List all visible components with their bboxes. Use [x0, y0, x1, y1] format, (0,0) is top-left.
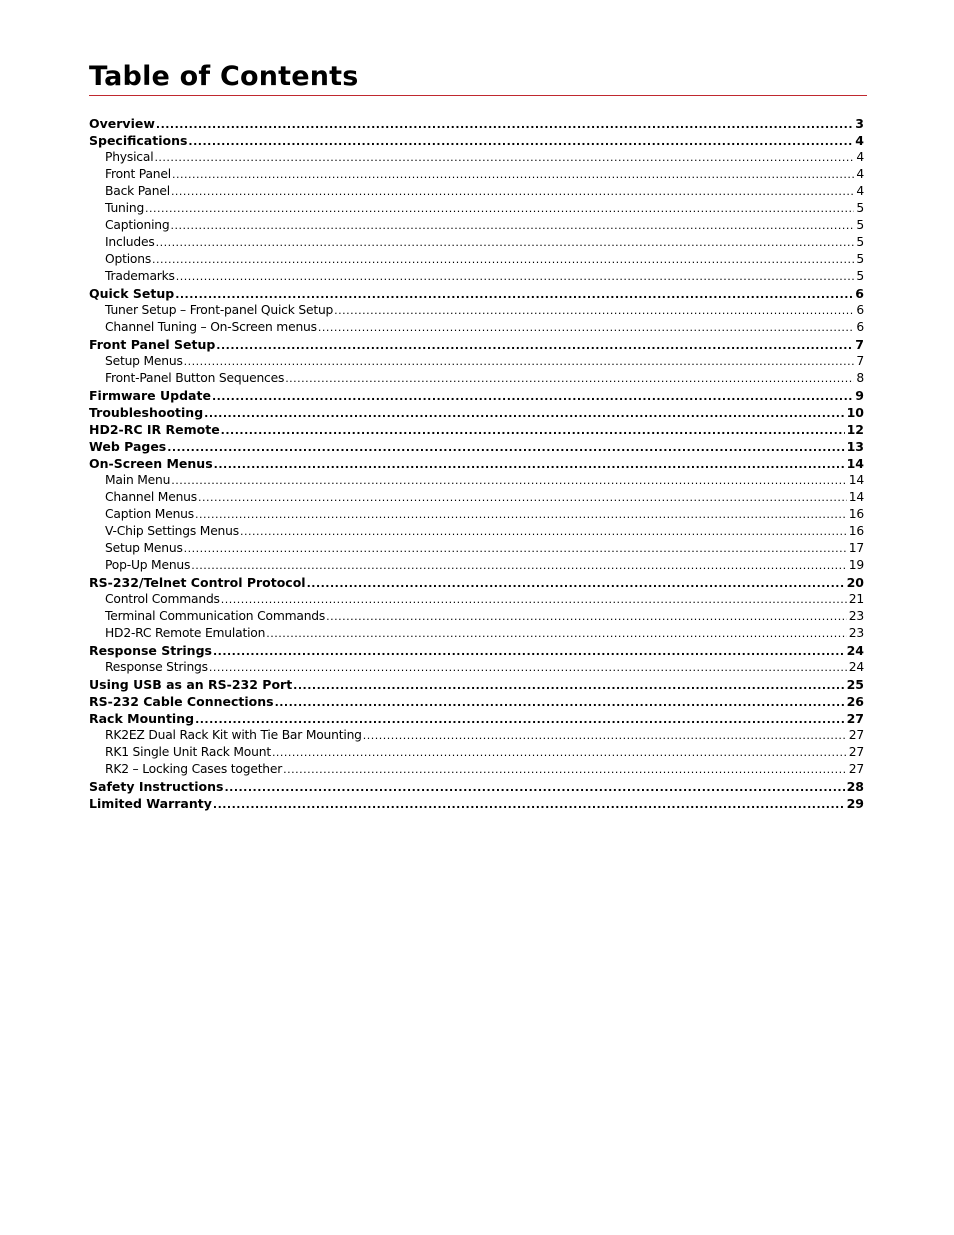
toc-entry-label: Main Menu: [105, 473, 171, 487]
toc-entry-page-number: 16: [848, 507, 864, 521]
toc-entry-page-number: 29: [846, 796, 864, 811]
toc-dot-leader: [213, 796, 845, 813]
toc-dot-leader: [188, 133, 853, 150]
toc-dot-leader: [216, 337, 853, 354]
toc-entry-label: Caption Menus: [105, 507, 194, 521]
toc-entry[interactable]: [89, 336, 864, 353]
toc-entry[interactable]: [89, 183, 864, 200]
toc-entry[interactable]: [89, 285, 864, 302]
toc-entry[interactable]: [89, 472, 864, 489]
toc-entry[interactable]: [89, 251, 864, 268]
toc-entry[interactable]: [89, 387, 864, 404]
toc-entry-label: Captioning: [105, 218, 170, 232]
toc-entry-label: Terminal Communication Commands: [105, 609, 326, 623]
toc-entry-label: Channel Tuning – On-Screen menus: [105, 320, 317, 334]
toc-entry-page-number: 4: [856, 184, 864, 198]
toc-entry[interactable]: [89, 404, 864, 421]
toc-entry-label: Quick Setup: [89, 286, 175, 301]
toc-entry[interactable]: [89, 421, 864, 438]
toc-entry-label: Safety Instructions: [89, 779, 224, 794]
toc-entry-page-number: 24: [848, 660, 864, 674]
toc-entry-label: Pop-Up Menus: [105, 558, 191, 572]
toc-entry[interactable]: [89, 557, 864, 574]
toc-entry-page-number: 24: [846, 643, 864, 658]
toc-entry-page-number: 14: [848, 490, 864, 504]
toc-entry[interactable]: [89, 540, 864, 557]
toc-entry-label: Response Strings: [105, 660, 208, 674]
toc-dot-leader: [240, 523, 847, 540]
toc-entry-label: Channel Menus: [105, 490, 197, 504]
toc-entry[interactable]: [89, 778, 864, 795]
toc-dot-leader: [209, 659, 847, 676]
toc-dot-leader: [272, 744, 847, 761]
toc-dot-leader: [195, 506, 847, 523]
toc-entry[interactable]: [89, 744, 864, 761]
toc-dot-leader: [154, 149, 854, 166]
toc-entry[interactable]: [89, 268, 864, 285]
toc-entry-page-number: 8: [856, 371, 864, 385]
toc-entry-label: Options: [105, 252, 152, 266]
toc-entry-label: Back Panel: [105, 184, 170, 198]
toc-dot-leader: [191, 557, 847, 574]
toc-entry-label: Front Panel: [105, 167, 171, 181]
toc-entry-page-number: 4: [856, 150, 864, 164]
toc-entry-label: Physical: [105, 150, 154, 164]
toc-dot-leader: [195, 711, 845, 728]
toc-entry-page-number: 14: [846, 456, 864, 471]
toc-entry-label: Rack Mounting: [89, 711, 195, 726]
toc-entry-page-number: 9: [855, 388, 864, 403]
toc-entry-page-number: 27: [846, 711, 864, 726]
toc-dot-leader: [172, 166, 854, 183]
toc-entry-page-number: 12: [846, 422, 864, 437]
toc-dot-leader: [334, 302, 854, 319]
toc-entry[interactable]: [89, 642, 864, 659]
toc-entry[interactable]: [89, 149, 864, 166]
toc-entry-label: Specifications: [89, 133, 188, 148]
toc-entry[interactable]: [89, 506, 864, 523]
toc-entry[interactable]: [89, 217, 864, 234]
toc-entry-label: Control Commands: [105, 592, 220, 606]
toc-entry[interactable]: [89, 455, 864, 472]
toc-entry[interactable]: [89, 625, 864, 642]
toc-entry-page-number: 23: [848, 626, 864, 640]
toc-entry-page-number: 6: [856, 303, 864, 317]
toc-entry-page-number: 10: [846, 405, 864, 420]
toc-entry-label: RS-232 Cable Connections: [89, 694, 274, 709]
toc-entry[interactable]: [89, 574, 864, 591]
toc-entry-label: Web Pages: [89, 439, 167, 454]
toc-entry-page-number: 5: [856, 201, 864, 215]
toc-dot-leader: [175, 286, 853, 303]
toc-entry-page-number: 14: [848, 473, 864, 487]
toc-dot-leader: [318, 319, 855, 336]
toc-entry-page-number: 5: [856, 269, 864, 283]
toc-entry-page-number: 21: [848, 592, 864, 606]
toc-entry-page-number: 19: [848, 558, 864, 572]
toc-dot-leader: [171, 183, 854, 200]
toc-dot-leader: [221, 591, 847, 608]
toc-entry-label: Response Strings: [89, 643, 212, 658]
page-title: Table of Contents: [89, 61, 359, 92]
toc-entry-page-number: 5: [856, 252, 864, 266]
toc-entry-label: Setup Menus: [105, 541, 183, 555]
toc-entry-page-number: 16: [848, 524, 864, 538]
toc-dot-leader: [224, 779, 844, 796]
toc-entry-page-number: 6: [855, 286, 864, 301]
toc-entry-label: Firmware Update: [89, 388, 211, 403]
toc-dot-leader: [363, 727, 847, 744]
toc-dot-leader: [307, 575, 845, 592]
toc-entry[interactable]: [89, 353, 864, 370]
toc-entry[interactable]: [89, 234, 864, 251]
toc-dot-leader: [167, 439, 844, 456]
toc-entry[interactable]: [89, 727, 864, 744]
toc-entry[interactable]: [89, 132, 864, 149]
toc-dot-leader: [214, 456, 845, 473]
toc-entry-label: Front Panel Setup: [89, 337, 216, 352]
toc-dot-leader: [283, 761, 847, 778]
toc-entry[interactable]: [89, 115, 864, 132]
toc-entry-label: Includes: [105, 235, 155, 249]
toc-dot-leader: [184, 540, 847, 557]
toc-entry-page-number: 26: [846, 694, 864, 709]
toc-dot-leader: [171, 217, 855, 234]
toc-dot-leader: [293, 677, 844, 694]
toc-entry-label: On-Screen Menus: [89, 456, 213, 471]
toc-dot-leader: [184, 353, 855, 370]
toc-entry-page-number: 5: [856, 218, 864, 232]
toc-entry-label: Tuner Setup – Front-panel Quick Setup: [105, 303, 334, 317]
toc-entry-label: HD2-RC Remote Emulation: [105, 626, 266, 640]
toc-dot-leader: [213, 643, 845, 660]
toc-dot-leader: [326, 608, 847, 625]
toc-entry[interactable]: [89, 370, 864, 387]
toc-entry-page-number: 20: [846, 575, 864, 590]
toc-entry-label: V-Chip Settings Menus: [105, 524, 239, 538]
toc-dot-leader: [212, 388, 853, 405]
toc-entry-page-number: 25: [846, 677, 864, 692]
toc-entry[interactable]: [89, 166, 864, 183]
toc-entry[interactable]: [89, 710, 864, 727]
toc-entry-page-number: 13: [846, 439, 864, 454]
toc-entry-page-number: 7: [856, 354, 864, 368]
toc-dot-leader: [156, 234, 855, 251]
toc-entry-label: Trademarks: [105, 269, 175, 283]
table-of-contents: [89, 115, 864, 812]
toc-entry[interactable]: [89, 659, 864, 676]
toc-entry-page-number: 27: [848, 762, 864, 776]
toc-entry[interactable]: [89, 523, 864, 540]
toc-entry-page-number: 17: [848, 541, 864, 555]
toc-entry-label: Troubleshooting: [89, 405, 204, 420]
toc-entry[interactable]: [89, 489, 864, 506]
toc-entry-page-number: 28: [846, 779, 864, 794]
toc-entry-page-number: 4: [856, 167, 864, 181]
toc-entry-label: RS-232/Telnet Control Protocol: [89, 575, 306, 590]
toc-entry[interactable]: [89, 608, 864, 625]
toc-entry-label: Overview: [89, 116, 155, 131]
toc-entry[interactable]: [89, 676, 864, 693]
toc-entry[interactable]: [89, 761, 864, 778]
toc-entry-label: RK2 – Locking Cases together: [105, 762, 283, 776]
toc-entry-page-number: 23: [848, 609, 864, 623]
toc-dot-leader: [176, 268, 855, 285]
toc-entry-label: Setup Menus: [105, 354, 183, 368]
toc-dot-leader: [275, 694, 845, 711]
toc-entry-label: RK2EZ Dual Rack Kit with Tie Bar Mounting: [105, 728, 362, 742]
toc-entry-label: RK1 Single Unit Rack Mount: [105, 745, 271, 759]
toc-entry[interactable]: [89, 591, 864, 608]
toc-entry[interactable]: [89, 319, 864, 336]
title-rule: [89, 95, 867, 96]
toc-entry-page-number: 27: [848, 745, 864, 759]
toc-entry[interactable]: [89, 302, 864, 319]
toc-dot-leader: [266, 625, 847, 642]
toc-entry[interactable]: [89, 795, 864, 812]
toc-entry-page-number: 4: [855, 133, 864, 148]
toc-dot-leader: [152, 251, 854, 268]
toc-dot-leader: [171, 472, 847, 489]
toc-entry-label: Front-Panel Button Sequences: [105, 371, 285, 385]
toc-entry-label: Limited Warranty: [89, 796, 212, 811]
toc-entry[interactable]: [89, 200, 864, 217]
toc-entry-page-number: 6: [856, 320, 864, 334]
toc-dot-leader: [198, 489, 847, 506]
toc-entry-page-number: 3: [855, 116, 864, 131]
toc-entry-label: HD2-RC IR Remote: [89, 422, 220, 437]
toc-dot-leader: [145, 200, 854, 217]
toc-dot-leader: [221, 422, 845, 439]
toc-entry-label: Using USB as an RS-232 Port: [89, 677, 293, 692]
toc-entry[interactable]: [89, 438, 864, 455]
toc-dot-leader: [285, 370, 854, 387]
toc-entry-page-number: 5: [856, 235, 864, 249]
toc-entry-page-number: 27: [848, 728, 864, 742]
toc-entry[interactable]: [89, 693, 864, 710]
toc-dot-leader: [156, 116, 853, 133]
toc-entry-page-number: 7: [855, 337, 864, 352]
toc-dot-leader: [204, 405, 844, 422]
toc-entry-label: Tuning: [105, 201, 145, 215]
